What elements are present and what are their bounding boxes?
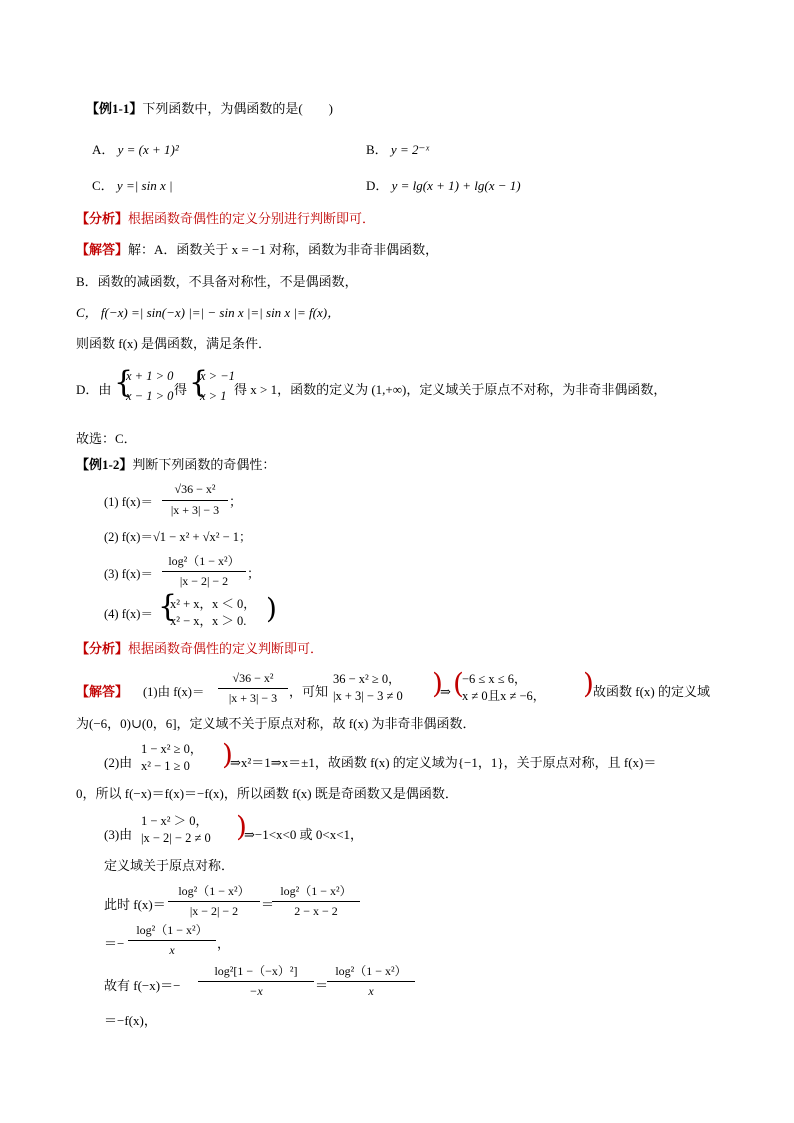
s1-mid: ，可知 <box>289 684 329 699</box>
answer-b-text: B．函数的减函数，不具备对称性，不是偶函数， <box>76 274 358 289</box>
q3-suffix: ； <box>247 566 261 581</box>
q3-prefix: (3) f(x)＝ <box>104 567 153 581</box>
option-b-math: y = 2⁻ˣ <box>390 142 429 157</box>
q1-denominator: |x + 3| − 3 <box>170 503 220 517</box>
s3-line6 <box>104 1013 157 1029</box>
analysis-text: 根据函数奇偶性的定义判断即可． <box>128 641 324 656</box>
answer-line-c <box>76 305 340 321</box>
question-text: 下列函数中，为偶函数的是( ) <box>142 101 334 116</box>
s3-system-row1: 1 − x² ＞ 0， <box>141 814 209 828</box>
system2-row1: x > −1 <box>200 369 235 383</box>
s3-prefix: (3)由 <box>104 827 133 842</box>
option-a-math: y = (x + 1)² <box>117 142 179 157</box>
s2-line2-text: 0，所以 f(−x)＝f(x)＝−f(x)，所以函数 f(x) 既是奇函数又是偶函数． <box>76 786 458 801</box>
red-paren: ( <box>453 667 464 700</box>
q4-case1: x² + x，x ＜ 0， <box>170 597 256 611</box>
example-label: 【例1-2】 <box>76 457 133 472</box>
red-paren: ) <box>583 667 594 700</box>
choose-text: 故选：C． <box>76 431 137 446</box>
s3-line2 <box>104 858 234 874</box>
s3-l5-numerator1: log²[1 −（−x）²] <box>214 964 298 978</box>
s3-l4-suffix: ， <box>217 936 231 951</box>
s3-l3-fraction-bar2 <box>272 901 360 902</box>
s1-numerator: √36 − x² <box>232 671 274 685</box>
s3-post: ⇒−1<x<0 或 0<x<1， <box>244 827 364 842</box>
option-c <box>92 178 173 194</box>
s2-system-row1: 1 − x² ≥ 0， <box>141 742 203 756</box>
q3-denominator: |x − 2| − 2 <box>179 574 229 588</box>
left-brace: { <box>114 365 134 400</box>
q3-numerator: log²（1 − x²） <box>168 554 240 568</box>
analysis-label: 【分析】 <box>76 211 129 226</box>
s3-l5-prefix: 故有 f(−x)＝− <box>104 978 181 993</box>
s1-prefix: (1)由 f(x)＝ <box>143 685 205 699</box>
s3-l3-denominator1: |x − 2| − 2 <box>189 904 239 918</box>
example-label: 【例1-1】 <box>86 101 143 116</box>
answer-label: 【解答】 <box>76 684 129 699</box>
option-b-label: B． <box>366 142 388 157</box>
answer-label: 【解答】 <box>76 242 129 257</box>
s3-l3-numerator2: log²（1 − x²） <box>280 884 352 898</box>
s3-l3-fraction-bar1 <box>168 901 260 902</box>
analysis-line <box>76 211 375 227</box>
system2-row2: x > 1 <box>200 389 227 403</box>
s3-l3-denominator2: 2 − x − 2 <box>294 904 338 918</box>
s2-post: ⇒x²＝1⇒x＝±1，故函数 f(x) 的定义域为{−1，1}，关于原点对称，且 f(x)＝ <box>230 755 657 770</box>
s3-l6-text: ＝−f(x)， <box>104 1013 157 1028</box>
option-a-label: A． <box>92 142 115 157</box>
option-d-math: y = lg(x + 1) + lg(x − 1) <box>391 178 521 193</box>
q4-prefix: (4) f(x)＝ <box>104 607 153 621</box>
s2-line2 <box>76 786 458 802</box>
s3-l4-prefix: ＝− <box>104 936 125 951</box>
q1-prefix: (1) f(x)＝ <box>104 495 153 509</box>
s3-l5-fraction-bar1 <box>198 981 314 982</box>
option-c-math: y =| sin x | <box>116 178 173 193</box>
s3-l3-prefix: 此时 f(x)＝ <box>104 897 166 912</box>
s3-l3-numerator1: log²（1 − x²） <box>178 884 250 898</box>
example-1-1-question-line <box>86 101 333 117</box>
answer-line-a <box>76 242 438 258</box>
analysis-label: 【分析】 <box>76 641 129 656</box>
right-paren: ) <box>266 592 277 625</box>
equals: ＝ <box>315 978 329 993</box>
left-brace: { <box>158 589 178 624</box>
analysis-text: 根据函数奇偶性的定义分别进行判断即可． <box>128 211 376 226</box>
q1-fraction-bar <box>162 500 228 501</box>
s1-system-row1: 36 − x² ≥ 0， <box>333 672 401 686</box>
system1-row1: x + 1 > 0 <box>126 369 174 383</box>
s1-system2-row1: −6 ≤ x ≤ 6， <box>462 672 527 686</box>
option-a <box>92 142 179 158</box>
s3-l5-denominator2: x <box>368 984 374 998</box>
s3-system-row2: |x − 2| − 2 ≠ 0 <box>141 831 211 845</box>
question-text: 判断下列函数的奇偶性： <box>132 457 276 472</box>
answer-c-text: C， f(−x) =| sin(−x) |=| − sin x |=| sin x |= f(x)， <box>76 305 341 320</box>
s2-system-row2: x² − 1 ≥ 0 <box>141 759 190 773</box>
answer-line-b <box>76 274 358 290</box>
option-c-label: C． <box>92 178 114 193</box>
answer-line-c2 <box>76 336 271 352</box>
red-paren: ) <box>236 810 247 843</box>
implies-arrow: ⇒ <box>440 684 451 699</box>
answer-d-prefix: D．由 <box>76 382 112 397</box>
answer-d-post: 得 x > 1，函数的定义为 (1,+∞)，定义域关于原点不对称，为非奇非偶函数， <box>234 382 667 397</box>
s3-l5-denominator1: −x <box>249 984 263 998</box>
s1-line2-text: 为(−6，0)∪(0，6]，定义域不关于原点对称，故 f(x) 为非奇非偶函数． <box>76 716 476 731</box>
q3-fraction-bar <box>162 571 246 572</box>
q1-suffix: ； <box>229 494 243 509</box>
q4-case2: x² − x，x ＞ 0. <box>170 614 247 628</box>
red-paren: ) <box>222 738 233 771</box>
s1-fraction-bar <box>218 688 288 689</box>
q1-numerator: √36 − x² <box>174 482 216 496</box>
q2-text: (2) f(x)＝√1 − x² + √x² − 1； <box>104 530 252 544</box>
s3-l4-fraction-bar <box>128 940 216 941</box>
system1-row2: x − 1 > 0 <box>126 389 174 403</box>
s3-line2-text: 定义域关于原点对称． <box>104 858 235 873</box>
equals: ＝ <box>261 897 275 912</box>
example-1-2-question-line <box>76 457 275 473</box>
s2-prefix: (2)由 <box>104 755 133 770</box>
s1-system-row2: |x + 3| − 3 ≠ 0 <box>333 689 403 703</box>
answer-d-mid: 得 <box>174 382 188 397</box>
s3-l4-numerator: log²（1 − x²） <box>136 923 208 937</box>
option-b <box>366 142 429 158</box>
red-paren: ) <box>432 667 443 700</box>
s3-l5-numerator2: log²（1 − x²） <box>335 964 407 978</box>
left-brace: { <box>189 365 209 400</box>
option-d-label: D． <box>366 178 389 193</box>
s3-l4-denominator: x <box>169 943 175 957</box>
s1-post: 故函数 f(x) 的定义域 <box>593 684 710 699</box>
answer-a-text: 解：A．函数关于 x = −1 对称，函数为非奇非偶函数， <box>128 242 439 257</box>
s1-system2-row2: x ≠ 0且x ≠ −6， <box>462 689 546 703</box>
question-2 <box>104 529 252 545</box>
choose-line <box>76 431 137 447</box>
s3-l5-fraction-bar2 <box>327 981 415 982</box>
s1-denominator: |x + 3| − 3 <box>228 691 278 705</box>
analysis-line-2 <box>76 641 323 657</box>
option-d <box>366 178 521 194</box>
answer-c2-text: 则函数 f(x) 是偶函数，满足条件． <box>76 336 271 351</box>
s1-line2 <box>76 716 476 732</box>
